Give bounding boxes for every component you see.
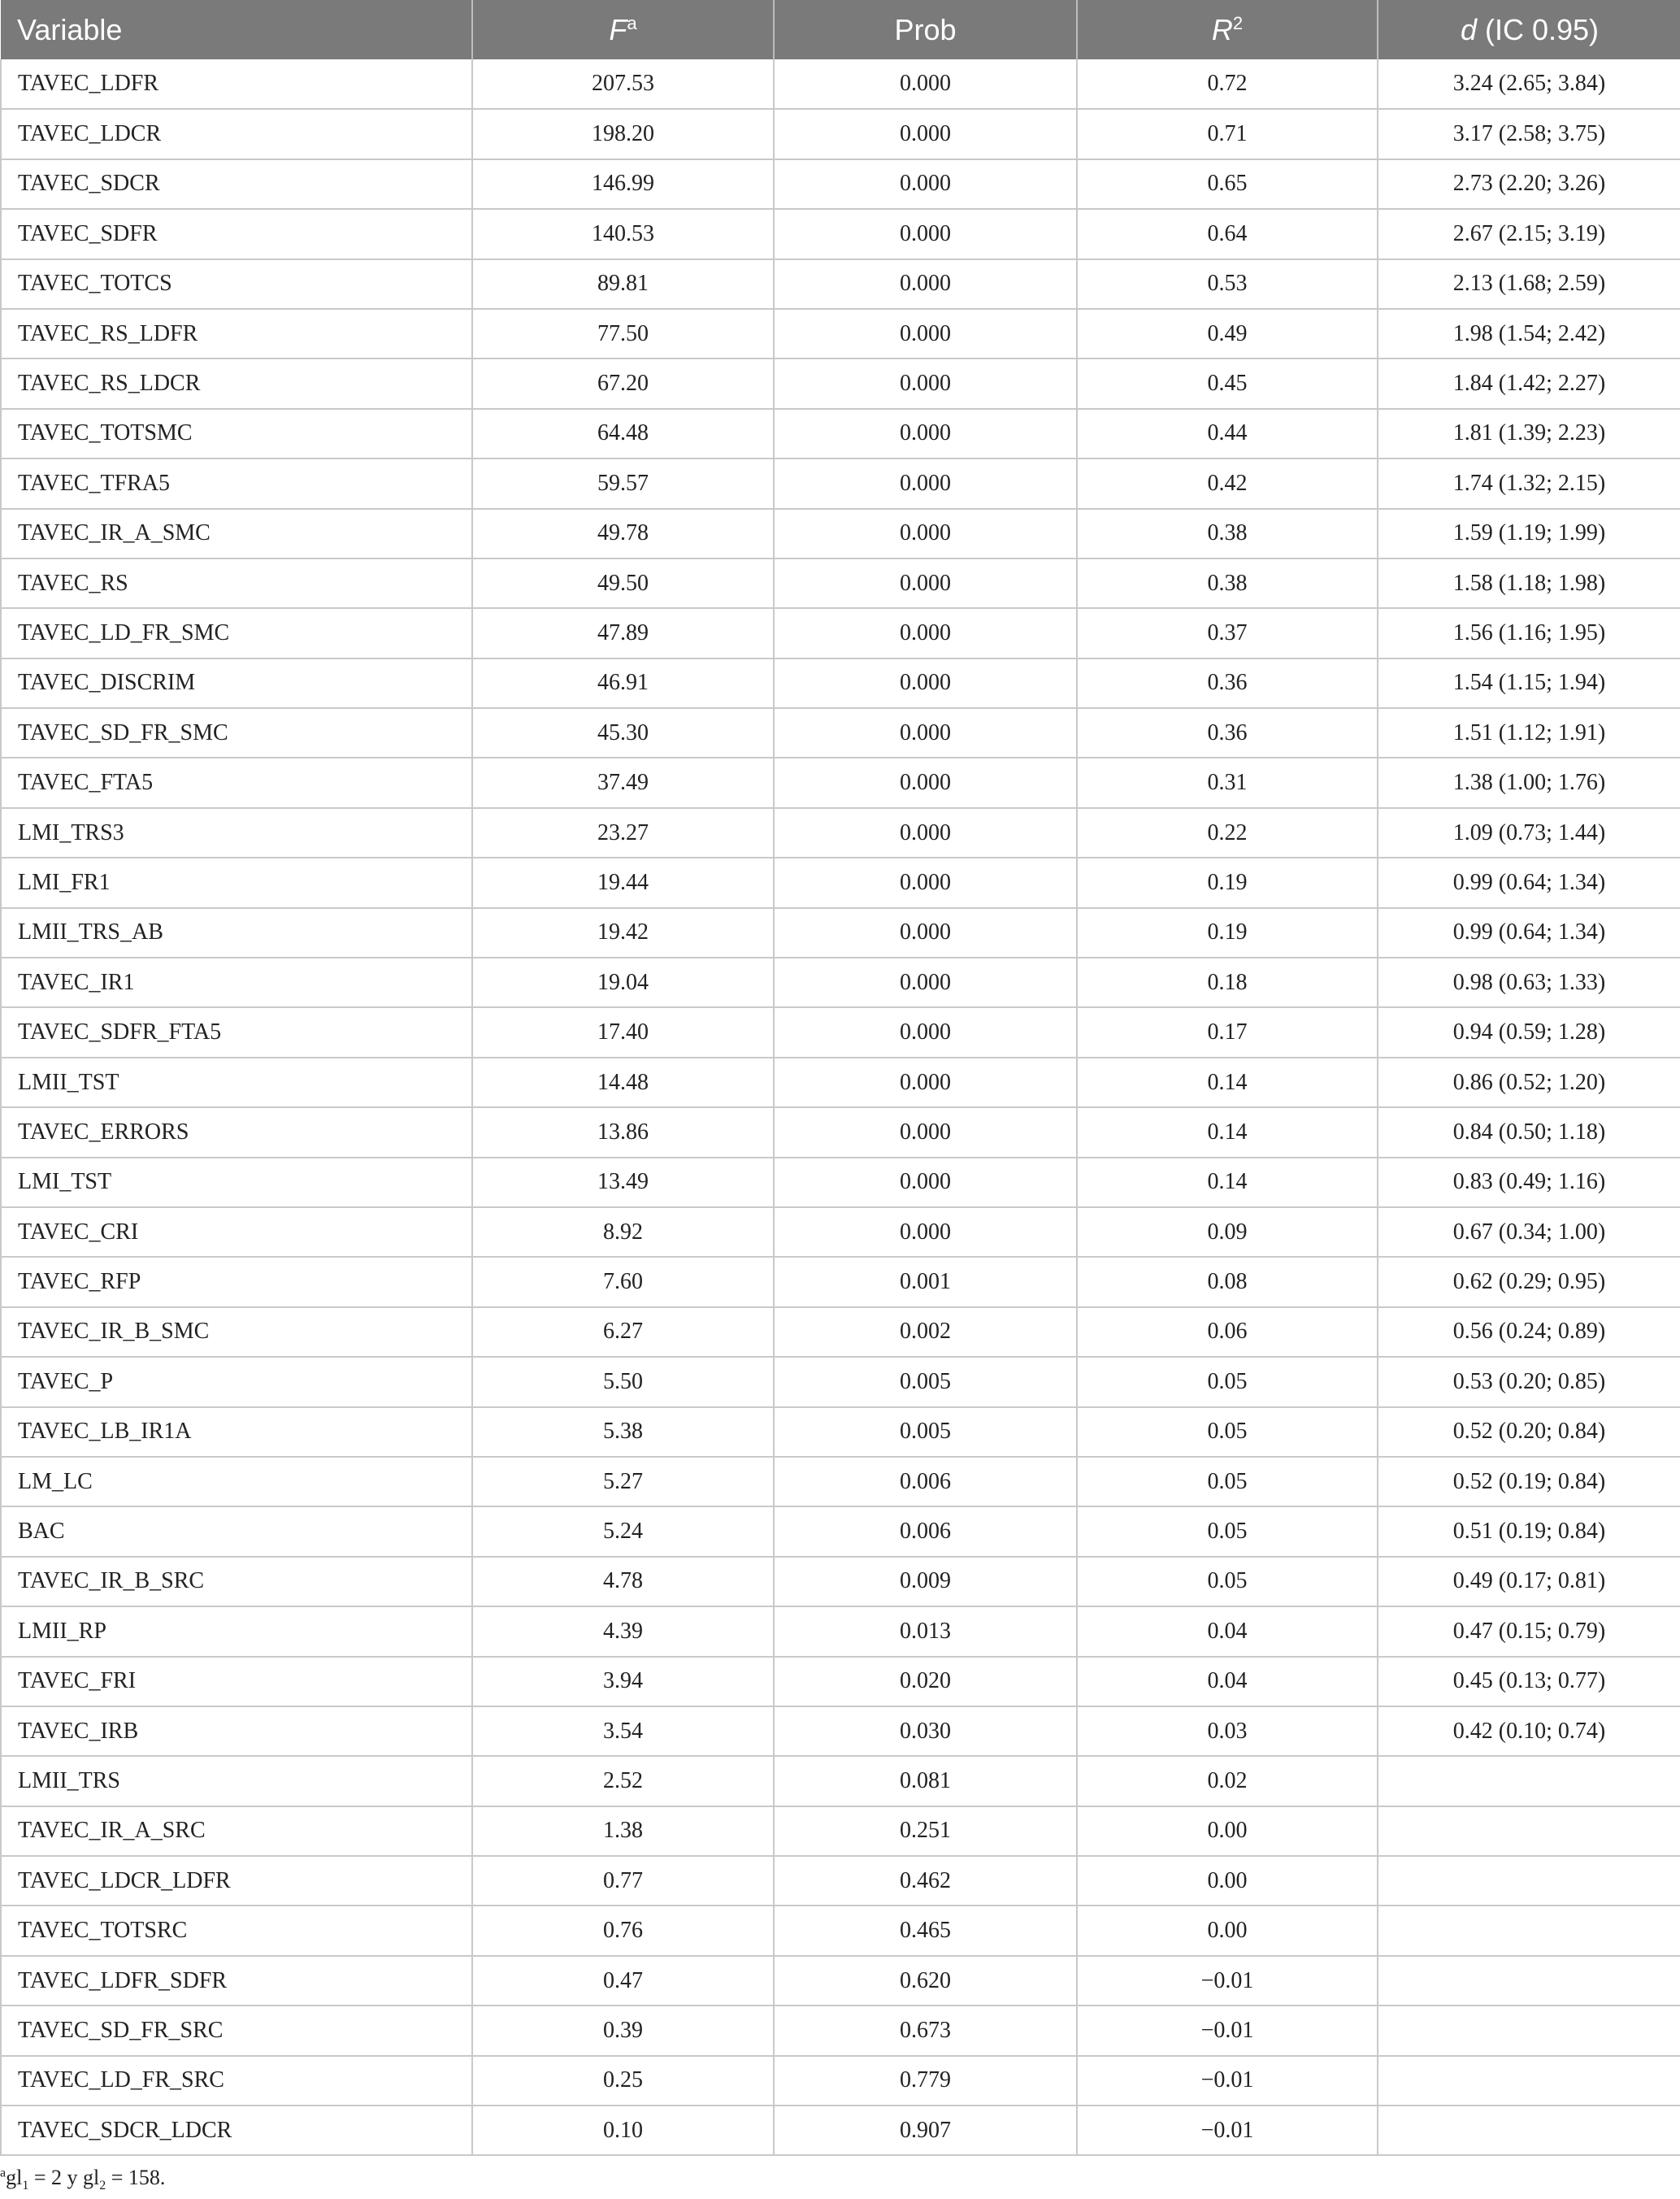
cell-variable: TAVEC_SDFR_FTA5 [1,1007,472,1057]
table-row [1,1207,1680,1257]
cell-r-squared: 0.31 [1077,758,1378,807]
table-row [1,658,1680,708]
cell-f: 64.48 [472,409,774,458]
cell-d-ci [1378,1806,1680,1856]
cell-r-squared: 0.14 [1077,1158,1378,1207]
cell-d-ci: 1.54 (1.15; 1.94) [1378,658,1680,708]
cell-prob: 0.000 [774,708,1077,758]
table-row [1,1956,1680,2006]
cell-d-ci: 0.56 (0.24; 0.89) [1378,1307,1680,1357]
cell-d-ci: 1.58 (1.18; 1.98) [1378,558,1680,608]
cell-f: 140.53 [472,209,774,259]
cell-f: 49.50 [472,558,774,608]
cell-variable: TAVEC_IR_A_SRC [1,1806,472,1856]
cell-r-squared: 0.45 [1077,359,1378,408]
table-row [1,2006,1680,2055]
table-row [1,309,1680,359]
cell-variable: TAVEC_TOTCS [1,259,472,309]
cell-prob: 0.000 [774,209,1077,259]
cell-variable: TAVEC_IR_B_SMC [1,1307,472,1357]
table-row [1,1557,1680,1606]
cell-variable: TAVEC_SDFR [1,209,472,259]
cell-variable: TAVEC_RS_LDCR [1,359,472,408]
cell-f: 0.10 [472,2106,774,2155]
cell-variable: TAVEC_RS [1,558,472,608]
cell-f: 47.89 [472,608,774,658]
cell-f: 0.76 [472,1906,774,1955]
cell-f: 49.78 [472,509,774,558]
table-row [1,1407,1680,1457]
cell-prob: 0.620 [774,1956,1077,2006]
cell-prob: 0.000 [774,409,1077,458]
table-row [1,209,1680,259]
cell-f: 146.99 [472,159,774,209]
cell-f: 7.60 [472,1257,774,1306]
table-row [1,608,1680,658]
cell-prob: 0.000 [774,59,1077,109]
cell-f: 19.04 [472,958,774,1007]
cell-prob: 0.020 [774,1657,1077,1706]
cell-variable: LMI_FR1 [1,858,472,907]
table-row [1,958,1680,1007]
table-row [1,708,1680,758]
cell-d-ci [1378,1856,1680,1906]
cell-f: 5.27 [472,1457,774,1506]
cell-prob: 0.000 [774,958,1077,1007]
cell-r-squared: 0.04 [1077,1657,1378,1706]
table-row [1,259,1680,309]
cell-d-ci: 1.98 (1.54; 2.42) [1378,309,1680,359]
cell-d-ci [1378,2056,1680,2106]
cell-variable: TAVEC_SDCR [1,159,472,209]
cell-r-squared: 0.14 [1077,1107,1378,1157]
cell-d-ci: 0.47 (0.15; 0.79) [1378,1606,1680,1656]
table-row [1,558,1680,608]
table-row [1,1906,1680,1955]
header-row [1,0,1680,59]
cell-r-squared: 0.09 [1077,1207,1378,1257]
cell-prob: 0.000 [774,608,1077,658]
cell-d-ci: 0.83 (0.49; 1.16) [1378,1158,1680,1207]
cell-r-squared: 0.64 [1077,209,1378,259]
table-row [1,1657,1680,1706]
cell-prob: 0.000 [774,808,1077,858]
cell-variable: TAVEC_IRB [1,1706,472,1756]
table-row [1,409,1680,458]
cell-f: 0.77 [472,1856,774,1906]
cell-variable: TAVEC_P [1,1357,472,1406]
table-row [1,1856,1680,1906]
cell-prob: 0.000 [774,1207,1077,1257]
cell-prob: 0.465 [774,1906,1077,1955]
cell-variable: TAVEC_SD_FR_SMC [1,708,472,758]
cell-variable: TAVEC_FRI [1,1657,472,1706]
cell-prob: 0.030 [774,1706,1077,1756]
table-row [1,1058,1680,1107]
cell-d-ci: 2.13 (1.68; 2.59) [1378,259,1680,309]
cell-r-squared: 0.22 [1077,808,1378,858]
table-row [1,1457,1680,1506]
cell-r-squared: 0.17 [1077,1007,1378,1057]
table-row [1,908,1680,958]
cell-prob: 0.000 [774,658,1077,708]
header-variable: Variable [1,0,472,59]
cell-r-squared: 0.00 [1077,1806,1378,1856]
cell-variable: TAVEC_SDCR_LDCR [1,2106,472,2155]
cell-f: 19.42 [472,908,774,958]
cell-prob: 0.000 [774,1058,1077,1107]
cell-f: 8.92 [472,1207,774,1257]
cell-variable: TAVEC_ERRORS [1,1107,472,1157]
cell-variable: TAVEC_TOTSMC [1,409,472,458]
table-row [1,758,1680,807]
cell-variable: LMII_RP [1,1606,472,1656]
cell-d-ci: 0.52 (0.19; 0.84) [1378,1457,1680,1506]
cell-r-squared: 0.05 [1077,1407,1378,1457]
cell-f: 0.25 [472,2056,774,2106]
cell-d-ci: 0.99 (0.64; 1.34) [1378,858,1680,907]
cell-variable: TAVEC_IR_B_SRC [1,1557,472,1606]
cell-r-squared: 0.06 [1077,1307,1378,1357]
cell-d-ci: 3.17 (2.58; 3.75) [1378,109,1680,159]
cell-variable: TAVEC_CRI [1,1207,472,1257]
cell-f: 3.94 [472,1657,774,1706]
cell-prob: 0.005 [774,1407,1077,1457]
cell-r-squared: 0.72 [1077,59,1378,109]
cell-r-squared: −0.01 [1077,2106,1378,2155]
cell-prob: 0.013 [774,1606,1077,1656]
cell-d-ci: 0.52 (0.20; 0.84) [1378,1407,1680,1457]
table-row [1,1007,1680,1057]
table-header [1,0,1680,59]
cell-f: 0.47 [472,1956,774,2006]
cell-prob: 0.000 [774,359,1077,408]
cell-variable: LMII_TRS_AB [1,908,472,958]
cell-f: 5.50 [472,1357,774,1406]
cell-prob: 0.009 [774,1557,1077,1606]
cell-f: 13.49 [472,1158,774,1207]
table-row [1,1506,1680,1556]
cell-f: 1.38 [472,1806,774,1856]
cell-prob: 0.000 [774,109,1077,159]
cell-f: 207.53 [472,59,774,109]
cell-r-squared: 0.05 [1077,1457,1378,1506]
cell-r-squared: 0.05 [1077,1357,1378,1406]
cell-r-squared: 0.49 [1077,309,1378,359]
cell-prob: 0.006 [774,1506,1077,1556]
cell-d-ci: 0.49 (0.17; 0.81) [1378,1557,1680,1606]
cell-d-ci: 1.84 (1.42; 2.27) [1378,359,1680,408]
cell-r-squared: 0.03 [1077,1706,1378,1756]
header-r-squared: $R^2$ [1077,0,1378,59]
table-row [1,1606,1680,1656]
cell-variable: LMI_TST [1,1158,472,1207]
cell-variable: TAVEC_IR_A_SMC [1,509,472,558]
cell-r-squared: −0.01 [1077,2056,1378,2106]
cell-variable: TAVEC_TOTSRC [1,1906,472,1955]
cell-r-squared: 0.00 [1077,1856,1378,1906]
cell-d-ci [1378,1906,1680,1955]
cell-r-squared: 0.36 [1077,658,1378,708]
header-f: $F^a$ [472,0,774,59]
table-body [1,59,1680,2155]
cell-d-ci: 0.51 (0.19; 0.84) [1378,1506,1680,1556]
cell-f: 59.57 [472,458,774,508]
cell-f: 46.91 [472,658,774,708]
cell-r-squared: 0.19 [1077,908,1378,958]
cell-prob: 0.002 [774,1307,1077,1357]
cell-d-ci: 0.67 (0.34; 1.00) [1378,1207,1680,1257]
cell-f: 77.50 [472,309,774,359]
cell-variable: LMII_TRS [1,1756,472,1806]
cell-r-squared: 0.05 [1077,1506,1378,1556]
table-row [1,1107,1680,1157]
cell-d-ci: 1.51 (1.12; 1.91) [1378,708,1680,758]
cell-d-ci: 0.99 (0.64; 1.34) [1378,908,1680,958]
cell-variable: TAVEC_TFRA5 [1,458,472,508]
cell-f: 4.78 [472,1557,774,1606]
table-row [1,1158,1680,1207]
table-row [1,509,1680,558]
table-row [1,2106,1680,2155]
cell-f: 14.48 [472,1058,774,1107]
table-footnote: $^agl_1 = 2$ y $gl_2 = 158$. [0,2166,166,2193]
cell-prob: 0.000 [774,1007,1077,1057]
cell-f: 37.49 [472,758,774,807]
table-row [1,1357,1680,1406]
cell-f: 17.40 [472,1007,774,1057]
table-row [1,1756,1680,1806]
cell-d-ci: 2.67 (2.15; 3.19) [1378,209,1680,259]
cell-r-squared: 0.02 [1077,1756,1378,1806]
cell-d-ci [1378,1956,1680,2006]
cell-variable: TAVEC_IR1 [1,958,472,1007]
cell-variable: TAVEC_SD_FR_SRC [1,2006,472,2055]
cell-r-squared: 0.00 [1077,1906,1378,1955]
cell-prob: 0.000 [774,259,1077,309]
cell-r-squared: −0.01 [1077,1956,1378,2006]
cell-prob: 0.000 [774,159,1077,209]
cell-variable: TAVEC_LD_FR_SMC [1,608,472,658]
cell-prob: 0.000 [774,858,1077,907]
cell-d-ci: 0.62 (0.29; 0.95) [1378,1257,1680,1306]
cell-d-ci: 1.74 (1.32; 2.15) [1378,458,1680,508]
cell-r-squared: 0.08 [1077,1257,1378,1306]
cell-f: 67.20 [472,359,774,408]
cell-f: 5.24 [472,1506,774,1556]
cell-variable: TAVEC_LDFR [1,59,472,109]
table-row [1,359,1680,408]
cell-prob: 0.081 [774,1756,1077,1806]
table-row [1,159,1680,209]
cell-d-ci: 2.73 (2.20; 3.26) [1378,159,1680,209]
cell-prob: 0.907 [774,2106,1077,2155]
cell-d-ci: 1.81 (1.39; 2.23) [1378,409,1680,458]
cell-d-ci: 3.24 (2.65; 3.84) [1378,59,1680,109]
cell-d-ci: 0.53 (0.20; 0.85) [1378,1357,1680,1406]
cell-prob: 0.000 [774,309,1077,359]
cell-prob: 0.000 [774,908,1077,958]
cell-d-ci: 0.84 (0.50; 1.18) [1378,1107,1680,1157]
cell-d-ci: 0.94 (0.59; 1.28) [1378,1007,1680,1057]
cell-d-ci: 1.59 (1.19; 1.99) [1378,509,1680,558]
cell-variable: TAVEC_DISCRIM [1,658,472,708]
cell-r-squared: 0.38 [1077,558,1378,608]
cell-d-ci: 1.09 (0.73; 1.44) [1378,808,1680,858]
cell-d-ci: 0.42 (0.10; 0.74) [1378,1706,1680,1756]
cell-r-squared: 0.53 [1077,259,1378,309]
cell-prob: 0.001 [774,1257,1077,1306]
cell-d-ci: 1.38 (1.00; 1.76) [1378,758,1680,807]
cell-r-squared: 0.18 [1077,958,1378,1007]
cell-variable: LMII_TST [1,1058,472,1107]
cell-prob: 0.000 [774,1158,1077,1207]
cell-d-ci: 0.98 (0.63; 1.33) [1378,958,1680,1007]
cell-prob: 0.673 [774,2006,1077,2055]
cell-d-ci [1378,2106,1680,2155]
table-row [1,109,1680,159]
cell-variable: TAVEC_RFP [1,1257,472,1306]
header-d-ci: d (IC 0.95) [1378,0,1680,59]
cell-r-squared: 0.37 [1077,608,1378,658]
cell-variable: TAVEC_LDCR_LDFR [1,1856,472,1906]
cell-variable: LM_LC [1,1457,472,1506]
cell-r-squared: 0.65 [1077,159,1378,209]
cell-r-squared: 0.42 [1077,458,1378,508]
table-row [1,808,1680,858]
cell-f: 2.52 [472,1756,774,1806]
cell-f: 6.27 [472,1307,774,1357]
cell-d-ci [1378,1756,1680,1806]
cell-f: 19.44 [472,858,774,907]
cell-prob: 0.000 [774,1107,1077,1157]
cell-d-ci: 0.86 (0.52; 1.20) [1378,1058,1680,1107]
table-row [1,1706,1680,1756]
cell-prob: 0.006 [774,1457,1077,1506]
cell-f: 13.86 [472,1107,774,1157]
cell-f: 89.81 [472,259,774,309]
cell-d-ci: 1.56 (1.16; 1.95) [1378,608,1680,658]
cell-f: 45.30 [472,708,774,758]
cell-variable: TAVEC_RS_LDFR [1,309,472,359]
cell-prob: 0.000 [774,558,1077,608]
cell-variable: TAVEC_LDFR_SDFR [1,1956,472,2006]
cell-r-squared: 0.05 [1077,1557,1378,1606]
cell-r-squared: 0.19 [1077,858,1378,907]
table-row [1,1806,1680,1856]
cell-f: 4.39 [472,1606,774,1656]
cell-prob: 0.000 [774,758,1077,807]
cell-f: 198.20 [472,109,774,159]
cell-r-squared: 0.71 [1077,109,1378,159]
cell-prob: 0.005 [774,1357,1077,1406]
cell-prob: 0.000 [774,458,1077,508]
cell-d-ci [1378,2006,1680,2055]
cell-variable: TAVEC_LDCR [1,109,472,159]
header-prob: Prob [774,0,1077,59]
table-row [1,858,1680,907]
cell-f: 0.39 [472,2006,774,2055]
table-row [1,2056,1680,2106]
cell-variable: TAVEC_FTA5 [1,758,472,807]
cell-f: 5.38 [472,1407,774,1457]
table-row [1,458,1680,508]
table-row [1,59,1680,109]
cell-r-squared: 0.38 [1077,509,1378,558]
cell-prob: 0.251 [774,1806,1077,1856]
cell-variable: BAC [1,1506,472,1556]
cell-f: 3.54 [472,1706,774,1756]
table-row [1,1257,1680,1306]
cell-r-squared: 0.14 [1077,1058,1378,1107]
cell-prob: 0.000 [774,509,1077,558]
cell-r-squared: 0.36 [1077,708,1378,758]
cell-variable: LMI_TRS3 [1,808,472,858]
table-row [1,1307,1680,1357]
cell-f: 23.27 [472,808,774,858]
cell-prob: 0.462 [774,1856,1077,1906]
cell-prob: 0.779 [774,2056,1077,2106]
cell-r-squared: −0.01 [1077,2006,1378,2055]
cell-variable: TAVEC_LB_IR1A [1,1407,472,1457]
cell-r-squared: 0.44 [1077,409,1378,458]
cell-variable: TAVEC_LD_FR_SRC [1,2056,472,2106]
cell-r-squared: 0.04 [1077,1606,1378,1656]
cell-d-ci: 0.45 (0.13; 0.77) [1378,1657,1680,1706]
